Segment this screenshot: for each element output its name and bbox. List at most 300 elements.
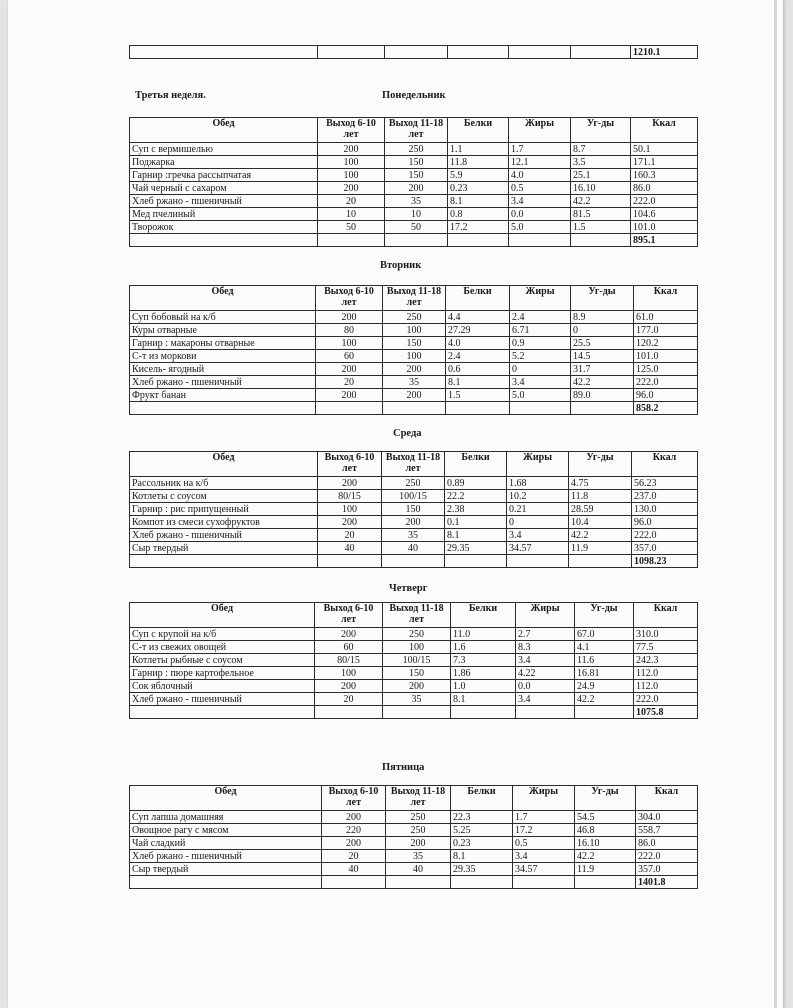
header-protein: Белки <box>451 786 513 811</box>
header-yield-6-10: Выход 6-10 лет <box>322 786 386 811</box>
protein: 1.1 <box>448 143 509 156</box>
protein: 0.1 <box>445 516 507 529</box>
kcal-total: 1098.23 <box>632 555 698 568</box>
dish-name: Суп с вермишелью <box>130 143 318 156</box>
carbs: 28.59 <box>569 503 632 516</box>
day-title: Вторник <box>380 260 422 271</box>
dish-name: Котлеты рыбные с соусом <box>130 654 315 667</box>
header-fat: Жиры <box>510 286 571 311</box>
dish-name: Сыр твердый <box>130 863 322 876</box>
dish-name: Мед пчелиный <box>130 208 318 221</box>
dish-name: Рассольник на к/б <box>130 477 318 490</box>
yield-11-18: 250 <box>382 477 445 490</box>
table-row <box>130 824 698 837</box>
yield-11-18: 150 <box>382 503 445 516</box>
header-protein: Белки <box>445 452 507 477</box>
yield-6-10: 200 <box>318 143 385 156</box>
cell <box>516 706 575 719</box>
menu-table <box>129 451 698 568</box>
menu-table <box>129 117 698 247</box>
kcal: 242.3 <box>634 654 698 667</box>
kcal: 171.1 <box>631 156 698 169</box>
table-row <box>130 195 698 208</box>
header-yield-11-18: Выход 11-18 лет <box>386 786 451 811</box>
header-fat: Жиры <box>507 452 569 477</box>
cell <box>446 402 510 415</box>
header-kcal: Ккал <box>636 786 698 811</box>
table-row <box>130 641 698 654</box>
kcal: 56.23 <box>632 477 698 490</box>
yield-11-18: 50 <box>385 221 448 234</box>
kcal: 101.0 <box>634 350 698 363</box>
header-kcal: Ккал <box>632 452 698 477</box>
cell <box>513 876 575 889</box>
protein: 7.3 <box>451 654 516 667</box>
fat: 0.5 <box>513 837 575 850</box>
total-row <box>130 402 698 415</box>
cell <box>318 234 385 247</box>
fat: 3.4 <box>516 654 575 667</box>
dish-name: С-т из моркови <box>130 350 316 363</box>
yield-6-10: 80/15 <box>315 654 383 667</box>
kcal: 120.2 <box>634 337 698 350</box>
cell <box>382 555 445 568</box>
yield-6-10: 200 <box>318 516 382 529</box>
carbs: 42.2 <box>571 195 631 208</box>
cell <box>448 234 509 247</box>
cell <box>130 555 318 568</box>
protein: 1.0 <box>451 680 516 693</box>
cell <box>507 555 569 568</box>
yield-6-10: 50 <box>318 221 385 234</box>
protein: 2.4 <box>446 350 510 363</box>
fat: 2.4 <box>510 311 571 324</box>
kcal: 61.0 <box>634 311 698 324</box>
header-yield-6-10: Выход 6-10 лет <box>315 603 383 628</box>
fat: 3.4 <box>516 693 575 706</box>
yield-11-18: 35 <box>382 529 445 542</box>
page-edge-shadow <box>774 0 777 1008</box>
protein: 11.8 <box>448 156 509 169</box>
yield-11-18: 100/15 <box>383 654 451 667</box>
kcal: 112.0 <box>634 667 698 680</box>
protein: 0.23 <box>448 182 509 195</box>
header-protein: Белки <box>451 603 516 628</box>
yield-11-18: 200 <box>383 389 446 402</box>
cell <box>575 706 634 719</box>
dish-name: Чай сладкий <box>130 837 322 850</box>
table-row <box>130 654 698 667</box>
yield-11-18: 100 <box>383 324 446 337</box>
carbs: 0 <box>571 324 634 337</box>
yield-11-18: 200 <box>382 516 445 529</box>
yield-11-18: 35 <box>383 693 451 706</box>
carbs: 11.9 <box>569 542 632 555</box>
dish-name: Хлеб ржано - пшеничный <box>130 529 318 542</box>
yield-11-18: 250 <box>386 824 451 837</box>
yield-6-10: 20 <box>318 529 382 542</box>
protein: 5.25 <box>451 824 513 837</box>
fat: 34.57 <box>513 863 575 876</box>
protein: 22.2 <box>445 490 507 503</box>
carbs: 81.5 <box>571 208 631 221</box>
fat: 34.57 <box>507 542 569 555</box>
header-yield-11-18: Выход 11-18 лет <box>385 118 448 143</box>
carbs: 4.1 <box>575 641 634 654</box>
protein: 0.6 <box>446 363 510 376</box>
cell <box>451 876 513 889</box>
cell <box>385 46 448 59</box>
yield-6-10: 20 <box>316 376 383 389</box>
dish-name: Компот из смеси сухофруктов <box>130 516 318 529</box>
cell <box>383 402 446 415</box>
carbs: 42.2 <box>575 693 634 706</box>
cell <box>383 706 451 719</box>
fat: 1.7 <box>513 811 575 824</box>
fat: 0.9 <box>510 337 571 350</box>
yield-6-10: 200 <box>322 837 386 850</box>
protein: 11.0 <box>451 628 516 641</box>
header-kcal: Ккал <box>634 603 698 628</box>
kcal: 125.0 <box>634 363 698 376</box>
document-page <box>8 0 783 1008</box>
cell <box>315 706 383 719</box>
dish-name: Сок яблочный <box>130 680 315 693</box>
yield-11-18: 100 <box>383 350 446 363</box>
fat: 1.7 <box>509 143 571 156</box>
yield-6-10: 100 <box>318 156 385 169</box>
yield-11-18: 200 <box>386 837 451 850</box>
cell <box>385 234 448 247</box>
protein: 1.6 <box>451 641 516 654</box>
carbs: 8.7 <box>571 143 631 156</box>
yield-6-10: 60 <box>315 641 383 654</box>
table-row <box>130 667 698 680</box>
header-fat: Жиры <box>509 118 571 143</box>
fat: 0.0 <box>516 680 575 693</box>
table-row <box>130 850 698 863</box>
fat: 5.2 <box>510 350 571 363</box>
carbs: 11.8 <box>569 490 632 503</box>
table-row <box>130 376 698 389</box>
table-row <box>130 389 698 402</box>
dish-name: Гарнир : рис припущенный <box>130 503 318 516</box>
kcal: 104.6 <box>631 208 698 221</box>
table-header-row <box>130 286 698 311</box>
carbs: 16.10 <box>575 837 636 850</box>
carbs: 89.0 <box>571 389 634 402</box>
yield-6-10: 100 <box>316 337 383 350</box>
header-kcal: Ккал <box>631 118 698 143</box>
carbs: 16.10 <box>571 182 631 195</box>
fat: 3.4 <box>513 850 575 863</box>
total-row <box>130 706 698 719</box>
header-carbs: Уг-ды <box>575 786 636 811</box>
cell <box>322 876 386 889</box>
yield-11-18: 200 <box>385 182 448 195</box>
header-protein: Белки <box>448 118 509 143</box>
fat: 17.2 <box>513 824 575 837</box>
carbs: 24.9 <box>575 680 634 693</box>
kcal: 222.0 <box>634 693 698 706</box>
day-title: Четверг <box>389 583 428 594</box>
yield-6-10: 10 <box>318 208 385 221</box>
protein: 17.2 <box>448 221 509 234</box>
dish-name: Котлеты с соусом <box>130 490 318 503</box>
table-row <box>130 680 698 693</box>
yield-11-18: 200 <box>383 363 446 376</box>
header-fat: Жиры <box>513 786 575 811</box>
protein: 8.1 <box>451 850 513 863</box>
yield-6-10: 80/15 <box>318 490 382 503</box>
header-dish: Обед <box>130 118 318 143</box>
table-row <box>130 863 698 876</box>
protein: 8.1 <box>445 529 507 542</box>
carbs: 16.81 <box>575 667 634 680</box>
dish-name: Куры отварные <box>130 324 316 337</box>
kcal: 96.0 <box>632 516 698 529</box>
header-fat: Жиры <box>516 603 575 628</box>
fat: 10.2 <box>507 490 569 503</box>
protein: 8.1 <box>451 693 516 706</box>
carbs: 31.7 <box>571 363 634 376</box>
kcal: 222.0 <box>634 376 698 389</box>
fat: 2.7 <box>516 628 575 641</box>
carbs: 11.6 <box>575 654 634 667</box>
cell <box>318 46 385 59</box>
yield-11-18: 150 <box>385 169 448 182</box>
yield-11-18: 10 <box>385 208 448 221</box>
table-row <box>130 182 698 195</box>
protein: 29.35 <box>445 542 507 555</box>
dish-name: Гарнир :гречка рассыпчатая <box>130 169 318 182</box>
cell <box>130 876 322 889</box>
yield-6-10: 40 <box>322 863 386 876</box>
cell <box>509 234 571 247</box>
header-carbs: Уг-ды <box>569 452 632 477</box>
kcal: 222.0 <box>631 195 698 208</box>
table-row <box>130 143 698 156</box>
yield-6-10: 200 <box>316 389 383 402</box>
protein: 8.1 <box>448 195 509 208</box>
dish-name: Фрукт банан <box>130 389 316 402</box>
cell <box>571 46 631 59</box>
carbs: 14.5 <box>571 350 634 363</box>
yield-11-18: 35 <box>383 376 446 389</box>
fat: 5.0 <box>510 389 571 402</box>
header-protein: Белки <box>446 286 510 311</box>
kcal: 77.5 <box>634 641 698 654</box>
yield-11-18: 40 <box>386 863 451 876</box>
header-dish: Обед <box>130 603 315 628</box>
yield-6-10: 80 <box>316 324 383 337</box>
cell <box>318 555 382 568</box>
kcal-total: 1401.8 <box>636 876 698 889</box>
dish-name: Суп лапша домашняя <box>130 811 322 824</box>
table-row <box>130 169 698 182</box>
carbs: 46.8 <box>575 824 636 837</box>
cell <box>571 234 631 247</box>
header-yield-11-18: Выход 11-18 лет <box>382 452 445 477</box>
day-title: Понедельник <box>382 90 446 101</box>
header-dish: Обед <box>130 786 322 811</box>
protein: 0.89 <box>445 477 507 490</box>
yield-6-10: 200 <box>316 363 383 376</box>
table-row <box>130 337 698 350</box>
fat: 4.0 <box>509 169 571 182</box>
kcal: 130.0 <box>632 503 698 516</box>
yield-11-18: 40 <box>382 542 445 555</box>
carbs: 25.5 <box>571 337 634 350</box>
table-row <box>130 837 698 850</box>
cell <box>130 706 315 719</box>
fat: 0 <box>507 516 569 529</box>
dish-name: Суп с крупой на к/б <box>130 628 315 641</box>
carbs: 25.1 <box>571 169 631 182</box>
fat: 0.5 <box>509 182 571 195</box>
cell <box>569 555 632 568</box>
protein: 29.35 <box>451 863 513 876</box>
carbs: 1.5 <box>571 221 631 234</box>
dish-name: Хлеб ржано - пшеничный <box>130 850 322 863</box>
yield-6-10: 200 <box>318 182 385 195</box>
yield-11-18: 250 <box>383 628 451 641</box>
header-dish: Обед <box>130 452 318 477</box>
yield-11-18: 100/15 <box>382 490 445 503</box>
dish-name: Чай черный с сахаром <box>130 182 318 195</box>
protein: 4.4 <box>446 311 510 324</box>
yield-6-10: 200 <box>315 628 383 641</box>
dish-name: Гарнир : пюре картофельное <box>130 667 315 680</box>
table-row <box>130 221 698 234</box>
yield-6-10: 200 <box>318 477 382 490</box>
kcal: 222.0 <box>632 529 698 542</box>
table-row <box>130 324 698 337</box>
protein: 0.23 <box>451 837 513 850</box>
carbs: 67.0 <box>575 628 634 641</box>
menu-table <box>129 785 698 889</box>
yield-11-18: 35 <box>386 850 451 863</box>
yield-11-18: 150 <box>383 667 451 680</box>
fat: 3.4 <box>507 529 569 542</box>
cell <box>130 402 316 415</box>
yield-6-10: 20 <box>318 195 385 208</box>
yield-6-10: 200 <box>316 311 383 324</box>
protein: 0.8 <box>448 208 509 221</box>
table-row <box>130 529 698 542</box>
cell <box>451 706 516 719</box>
protein: 22.3 <box>451 811 513 824</box>
dish-name: Хлеб ржано - пшеничный <box>130 195 318 208</box>
fat: 5.0 <box>509 221 571 234</box>
yield-6-10: 200 <box>315 680 383 693</box>
week-label: Третья неделя. <box>135 90 206 101</box>
fat: 3.4 <box>510 376 571 389</box>
header-yield-6-10: Выход 6-10 лет <box>316 286 383 311</box>
carbs: 54.5 <box>575 811 636 824</box>
protein: 27.29 <box>446 324 510 337</box>
cell <box>448 46 509 59</box>
header-carbs: Уг-ды <box>575 603 634 628</box>
carbs: 4.75 <box>569 477 632 490</box>
kcal-total: 1210.1 <box>631 46 698 59</box>
menu-table <box>129 285 698 415</box>
yield-11-18: 250 <box>385 143 448 156</box>
dish-name: Кисель- ягодный <box>130 363 316 376</box>
table-row <box>130 208 698 221</box>
table-row <box>130 477 698 490</box>
cell <box>130 234 318 247</box>
yield-6-10: 20 <box>315 693 383 706</box>
cell <box>509 46 571 59</box>
kcal: 160.3 <box>631 169 698 182</box>
yield-6-10: 40 <box>318 542 382 555</box>
fat: 12.1 <box>509 156 571 169</box>
kcal: 357.0 <box>636 863 698 876</box>
kcal-total: 858.2 <box>634 402 698 415</box>
previous-week-total-table <box>129 45 698 59</box>
fat: 0.0 <box>509 208 571 221</box>
yield-11-18: 35 <box>385 195 448 208</box>
table-row <box>130 503 698 516</box>
table-row <box>130 542 698 555</box>
table-row <box>130 490 698 503</box>
table-header-row <box>130 118 698 143</box>
carbs: 11.9 <box>575 863 636 876</box>
fat: 6.71 <box>510 324 571 337</box>
header-carbs: Уг-ды <box>571 118 631 143</box>
kcal: 96.0 <box>634 389 698 402</box>
dish-name: Поджарка <box>130 156 318 169</box>
protein: 5.9 <box>448 169 509 182</box>
yield-11-18: 250 <box>383 311 446 324</box>
protein: 1.5 <box>446 389 510 402</box>
kcal: 558.7 <box>636 824 698 837</box>
fat: 4.22 <box>516 667 575 680</box>
header-yield-11-18: Выход 11-18 лет <box>383 603 451 628</box>
fat: 0.21 <box>507 503 569 516</box>
kcal-total: 1075.8 <box>634 706 698 719</box>
header-kcal: Ккал <box>634 286 698 311</box>
dish-name: Хлеб ржано - пшеничный <box>130 376 316 389</box>
cell <box>445 555 507 568</box>
dish-name: Овощное рагу с мясом <box>130 824 322 837</box>
cell <box>386 876 451 889</box>
cell <box>575 876 636 889</box>
header-yield-6-10: Выход 6-10 лет <box>318 118 385 143</box>
carbs: 3.5 <box>571 156 631 169</box>
yield-11-18: 250 <box>386 811 451 824</box>
header-dish: Обед <box>130 286 316 311</box>
table-header-row <box>130 603 698 628</box>
total-row <box>130 555 698 568</box>
table-header-row <box>130 452 698 477</box>
kcal: 112.0 <box>634 680 698 693</box>
table-header-row <box>130 786 698 811</box>
total-row <box>130 234 698 247</box>
yield-6-10: 100 <box>315 667 383 680</box>
yield-6-10: 100 <box>318 503 382 516</box>
table-row <box>130 811 698 824</box>
yield-11-18: 150 <box>385 156 448 169</box>
protein: 1.86 <box>451 667 516 680</box>
cell <box>510 402 571 415</box>
day-title: Среда <box>393 428 422 439</box>
dish-name: Сыр твердый <box>130 542 318 555</box>
header-carbs: Уг-ды <box>571 286 634 311</box>
yield-11-18: 150 <box>383 337 446 350</box>
yield-11-18: 100 <box>383 641 451 654</box>
